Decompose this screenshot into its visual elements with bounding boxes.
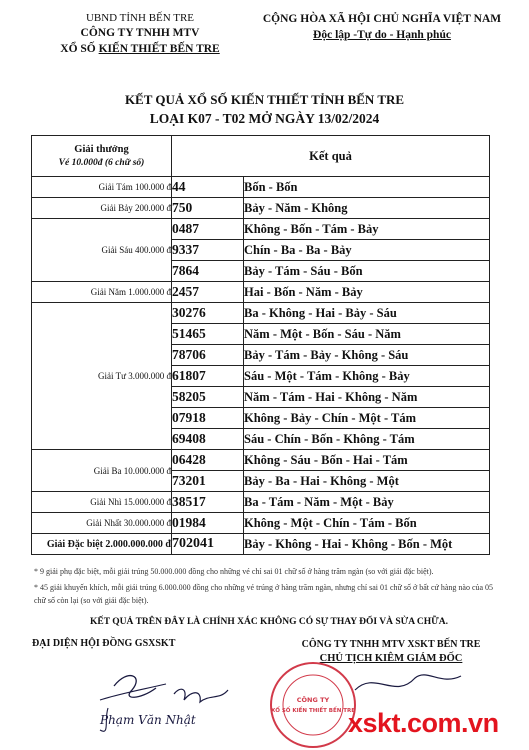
- winning-number: 01984: [172, 513, 244, 534]
- prize-name: Giải Năm 1.000.000 đ: [32, 282, 172, 303]
- winning-number: 750: [172, 198, 244, 219]
- table-row: [32, 534, 490, 555]
- winning-number: 78706: [172, 345, 244, 366]
- number-in-words: Sáu - Một - Tám - Không - Bảy: [244, 366, 490, 387]
- document-title: KẾT QUẢ XỔ SỐ KIẾN THIẾT TỈNH BẾN TRE: [124, 92, 405, 107]
- prize-name: Giải Đặc biệt 2.000.000.000 đ: [32, 534, 172, 555]
- header-right: [254, 12, 510, 44]
- winning-number: 9337: [172, 240, 244, 261]
- right-signature-company: CÔNG TY TNHH MTV XSKT BẾN TRE: [301, 639, 481, 650]
- number-in-words: Ba - Không - Hai - Bảy - Sáu: [244, 303, 490, 324]
- draw-info: LOẠI K07 - T02 MỞ NGÀY 13/02/2024: [149, 111, 380, 126]
- note-2: * 45 giải khuyến khích, mỗi giải trúng 6.000.000 đồng cho những vé trúng ở hàng trăm ngàn, nhưng chỉ sai 01 chữ số ở bất cứ hàng nào của 05 chữ số còn lại (so với giải đặc biệt).: [34, 583, 494, 605]
- results-body: [32, 177, 490, 555]
- number-in-words: Bảy - Năm - Không: [244, 198, 490, 219]
- confirmation-statement: KẾT QUẢ TRÊN ĐÂY LÀ CHÍNH XÁC KHÔNG CÓ SỰ THAY ĐỔI VÀ SỬA CHỮA.: [90, 617, 448, 627]
- notes: [34, 565, 496, 607]
- motto: Độc lập -Tự do - Hạnh phúc: [313, 29, 451, 41]
- prize-name: Giải Nhì 15.000.000 đ: [32, 492, 172, 513]
- winning-number: 38517: [172, 492, 244, 513]
- number-in-words: Bảy - Ba - Hai - Không - Một: [244, 471, 490, 492]
- note-1: * 9 giải phụ đặc biệt, mỗi giải trúng 50.000.000 đồng cho những vé chỉ sai 01 chữ số ở hàng trăm ngàn (so với giải đặc biệt).: [34, 567, 434, 576]
- left-signature-icon: [70, 660, 250, 744]
- table-header-row: [32, 136, 490, 177]
- unit-name: [40, 41, 240, 57]
- winning-number: 73201: [172, 471, 244, 492]
- number-in-words: Năm - Tám - Hai - Không - Năm: [244, 387, 490, 408]
- winning-number: 2457: [172, 282, 244, 303]
- number-in-words: Hai - Bốn - Năm - Bảy: [244, 282, 490, 303]
- prize-name: Giải Ba 10.000.000 đ: [32, 450, 172, 492]
- prize-name: Giải Tám 100.000 đ: [32, 177, 172, 198]
- org-name: UBND TỈNH BẾN TRE: [85, 12, 195, 24]
- number-in-words: Bảy - Tám - Bảy - Không - Sáu: [244, 345, 490, 366]
- winning-number: 51465: [172, 324, 244, 345]
- number-in-words: Không - Bốn - Tám - Bảy: [244, 219, 490, 240]
- svg-text:CÔNG TY: CÔNG TY: [296, 696, 330, 704]
- number-in-words: Bốn - Bốn: [244, 177, 490, 198]
- right-signature-position: CHỦ TỊCH KIÊM GIÁM ĐỐC: [319, 653, 463, 664]
- prize-column-label: Giải thưởng: [74, 144, 129, 155]
- winning-number: 30276: [172, 303, 244, 324]
- results-table: [31, 135, 490, 555]
- number-in-words: Năm - Một - Bốn - Sáu - Năm: [244, 324, 490, 345]
- result-column-header: Kết quả: [172, 136, 490, 177]
- table-row: [32, 450, 490, 471]
- header-left: [40, 12, 240, 57]
- prize-name: Giải Nhất 30.000.000 đ: [32, 513, 172, 534]
- prize-name: Giải Sáu 400.000 đ: [32, 219, 172, 282]
- table-row: [32, 282, 490, 303]
- winning-number: 0487: [172, 219, 244, 240]
- winning-number: 06428: [172, 450, 244, 471]
- winning-number: 702041: [172, 534, 244, 555]
- unit-prefix: XỔ SỐ: [60, 43, 99, 55]
- prize-column-sublabel: Vé 10.000đ (6 chữ số): [58, 158, 145, 168]
- winning-number: 07918: [172, 408, 244, 429]
- number-in-words: Sáu - Chín - Bốn - Không - Tám: [244, 429, 490, 450]
- table-row: [32, 492, 490, 513]
- winning-number: 44: [172, 177, 244, 198]
- number-in-words: Chín - Ba - Ba - Bảy: [244, 240, 490, 261]
- prize-name: Giải Tư 3.000.000 đ: [32, 303, 172, 450]
- left-signer-name: Phạm Văn Nhật: [100, 713, 196, 727]
- table-row: [32, 219, 490, 240]
- right-signature-icon: [345, 660, 495, 710]
- number-in-words: Ba - Tám - Năm - Một - Bảy: [244, 492, 490, 513]
- prize-column-header: [32, 136, 172, 177]
- unit-underlined: KIẾN THIẾT BẾN TRE: [98, 43, 220, 55]
- number-in-words: Không - Bảy - Chín - Một - Tám: [244, 408, 490, 429]
- company-name: CÔNG TY TNHH MTV: [80, 27, 200, 39]
- table-row: [32, 513, 490, 534]
- number-in-words: Không - Sáu - Bốn - Hai - Tám: [244, 450, 490, 471]
- table-row: [32, 177, 490, 198]
- left-signature-title: ĐẠI DIỆN HỘI ĐỒNG GSXSKT: [32, 638, 176, 649]
- winning-number: 69408: [172, 429, 244, 450]
- winning-number: 7864: [172, 261, 244, 282]
- number-in-words: Không - Một - Chín - Tám - Bốn: [244, 513, 490, 534]
- prize-name: Giải Bảy 200.000 đ: [32, 198, 172, 219]
- table-row: [32, 198, 490, 219]
- table-row: [32, 303, 490, 324]
- number-in-words: Bảy - Không - Hai - Không - Bốn - Một: [244, 534, 490, 555]
- nation-name: CỘNG HÒA XÃ HỘI CHỦ NGHĨA VIỆT NAM: [262, 13, 502, 25]
- watermark: xskt.com.vn: [348, 708, 499, 738]
- number-in-words: Bảy - Tám - Sáu - Bốn: [244, 261, 490, 282]
- winning-number: 58205: [172, 387, 244, 408]
- stamp-text: XỔ SỐ KIẾN THIẾT BẾN TRE: [270, 708, 356, 714]
- winning-number: 61807: [172, 366, 244, 387]
